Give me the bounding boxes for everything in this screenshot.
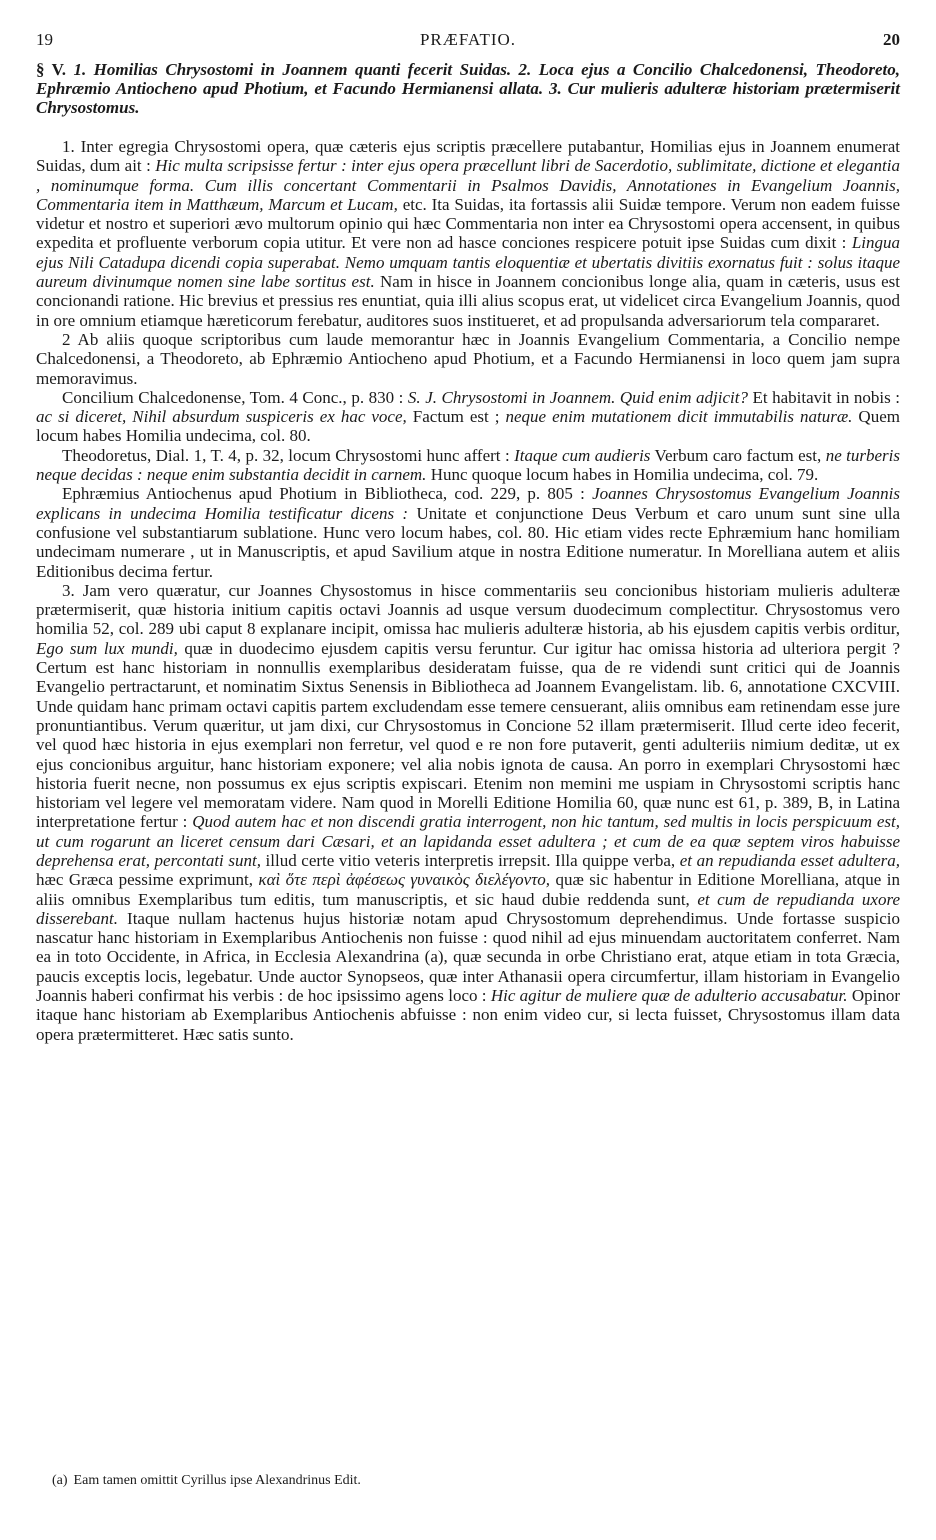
text-run: Ephræmius Antiochenus apud Photium in Bibliotheca, cod. 229, p. 805 : bbox=[62, 484, 593, 504]
footnote-text: Eam tamen omittit Cyrillus ipse Alexandrinus Edit. bbox=[73, 1473, 361, 1488]
italic-text: Itaque cum audieris bbox=[514, 445, 651, 465]
text-run: 2 Ab aliis quoque scriptoribus cum laude memorantur hæc in Joannis Evangelium Commentaria, a Concilio nempe Chalcedonensi, a Theodoreto, ab Ephræmio Antiocheno apud Photium, et a Facundo Hermianensi in loco quem jam supra memoravimus. bbox=[36, 329, 900, 388]
italic-text: neque enim mutationem dicit immutabilis naturæ. bbox=[505, 407, 853, 427]
paragraph bbox=[36, 137, 900, 330]
italic-text: Hic multa scripsisse fertur : inter ejus opera præcellunt libri de Sacerdotio, sublimitate, dictione et elegantia , nominumque forma. Cum illis concertant Commentarii in Psalmos Davidis, Annotationes in Evangelium Joannis, Commentaria item in Matthæum, Marcum et Lucam, bbox=[36, 156, 900, 214]
text-run: hæc Græca pessime exprimunt, bbox=[36, 870, 259, 890]
italic-text: et an repudianda esset adultera, bbox=[679, 850, 900, 870]
text-run: illud certe vitio veteris interpretis irrepsit. Illa quippe verba, bbox=[260, 850, 680, 870]
italic-text: ne turberis neque decidas : neque enim substantia decidit in carnem. bbox=[36, 445, 900, 485]
text-run: Theodoretus, Dial. 1, T. 4, p. 32, locum Chrysostomi hunc affert : bbox=[62, 445, 515, 465]
text-run: quæ sic habentur in Editione Morelliana, atque in aliis omnibus Exemplaribus tum editis, tum manuscriptis, et sic haud dubie reddenda sunt, bbox=[36, 870, 900, 909]
italic-text: S. J. Chrysostomi in Joannem. Quid enim adjicit? bbox=[407, 387, 748, 407]
text-run: Concilium Chalcedonense, Tom. 4 Conc., p. 830 : bbox=[62, 387, 408, 407]
text-run: Unitate et conjunctione Deus Verbum et caro unum sunt sine ulla confusione vel substantiarum sublatione. Hunc vero locum habes, col. 80. Hic etiam vides recte Ephræmium hanc homiliam undecimam numerare , ut in Manuscriptis, et apud Savilium atque in nostra Editione numeratur. In Morelliana autem et aliis Editionibus decima fertur. bbox=[36, 503, 900, 581]
section-summary bbox=[36, 60, 900, 117]
paragraph bbox=[36, 581, 900, 1044]
page-number-right: 20 bbox=[883, 30, 900, 49]
italic-text: Joannes Chrysostomus Evangelium Joannis explicans in undecima Homilia testificatur dicens : bbox=[36, 484, 901, 523]
text-run: Verbum caro factum est, bbox=[650, 445, 826, 465]
italic-text: Quod autem hac et non discendi gratia interrogent, non hic tantum, sed multis in locis perspicuum est, ut cum rogarunt an liceret censum dari Cæsari, et an lapidanda esset adultera ; et cum de ea quæ septem viros habuisse deprehensa erat, percontati sunt, bbox=[36, 812, 900, 870]
footnote bbox=[52, 1473, 361, 1489]
footnote-mark: (a) bbox=[52, 1473, 68, 1488]
text-run: quæ in duodecimo ejusdem capitis versu feruntur. Cur igitur hac omissa historia ad ulteriora pergit ? Certum est hanc historiam in nonnullis exemplaribus desideratam fuisse, qua de re videndi sunt critici qui de Joannis Evangelio pertractarunt, et nominatim Sixtus Senensis in Bibliotheca ad Joannem Evangelistam. lib. 6, annotatione CXCVIII. Unde quidam hanc primam octavi capitis partem excludendam esse temere censuerant, aliis omnibus eam retinendam esse jure pronuntiantibus. Verum quæritur, ut jam dixi, cur Chrysostomus in Concione 52 illam prætermiserit. Illud certe ideo fecerit, vel quod hæc historia in ejus exemplari non ferretur, vel quod e re non fore putaverit, genti adulteriis nimium deditæ, ut ex ejus concionibus arguitur, hanc historiam exponere; vel alia nobis ignota de causa. An porro in exemplari Chrysostomi hæc historia fuerit necne, non possumus ex ejus scriptis expiscari. Etenim non memini me uspiam in Chrysostomi scriptis hanc historiam vel legere vel memoratam videre. Nam quod in Morelli Editione Homilia 60, quæ nunc est 61, p. 389, B, in Latina interpretatione fertur : bbox=[36, 638, 901, 832]
italic-text: Lingua ejus Nili Catadupa dicendi copia superabat. Nemo umquam tantis eloquentiæ et ubertatis divitiis exornatus fuit : solus itaque aureum divinumque nomen sine labe sortitus est. bbox=[36, 233, 900, 292]
text-run: Factum est ; bbox=[406, 407, 506, 427]
italic-text: et cum de repudianda uxore disserebant. bbox=[36, 889, 900, 928]
section-mark: § V. bbox=[36, 60, 66, 79]
italic-text: Hic agitur de muliere quæ de adulterio accusabatur. bbox=[490, 986, 848, 1006]
text-run: 3. Jam vero quæratur, cur Joannes Chysostomus in hisce commentariis seu concionibus historiam mulieris adulteræ prætermiserit, quæ historia initium capitis octavi Joannis ad usque versum duodecimum complectitur. Chrysostomus vero homilia 52, col. 289 ubi caput 8 explanare incipit, omissa hac mulieris adulteræ historia, ab his ejusdem capitis verbis orditur, bbox=[36, 580, 900, 639]
section-summary-text: 1. Homilias Chrysostomi in Joannem quanti fecerit Suidas. 2. Loca ejus a Concilio Chalcedonensi, Theodoreto, Ephræmio Antiocheno apud Photium, et Facundo Hermianensi allata. 3. Cur mulieris adulteræ historiam prætermiserit Chrysostomus. bbox=[36, 60, 901, 117]
text-run: Hunc quoque locum habes in Homilia undecima, col. 79. bbox=[426, 465, 819, 485]
text-run: Opinor itaque hanc historiam ab Exemplaribus Antiochenis abfuisse : non enim video cur, si lecta fuisset, Chrysostomus illam data opera prætermitteret. Hæc satis sunto. bbox=[36, 986, 900, 1044]
paragraph bbox=[36, 446, 900, 485]
running-header bbox=[36, 22, 900, 58]
paragraph bbox=[36, 330, 900, 388]
page-number-left: 19 bbox=[36, 30, 53, 49]
text-run: Quem locum habes Homilia undecima, col. 80. bbox=[36, 407, 900, 446]
text-run: Itaque nullam hactenus hujus historiæ notam apud Chrysostomum deprehendimus. Unde fortasse suspicio nascatur hanc historiam in Exemplaribus Antiochenis non fuisse : quod nihil ad ejus minuendam auctoritatem conferret. Nam ea in toto Occidente, in Africa, in Ecclesia Alexandrina (a), quæ secunda in orbe Christiano erat, atque etiam in tota Græcia, paucis exceptis locis, legebatur. Unde auctor Synopseos, quæ inter Athanasii opera circumfertur, illam historiam in Evangelio Joannis haberi confirmat his verbis : de hoc ipsissimo agens loco : bbox=[36, 908, 900, 1006]
text-run: Et habitavit in nobis : bbox=[747, 387, 900, 407]
paragraph bbox=[36, 484, 900, 580]
body-text bbox=[36, 137, 900, 1044]
running-title: PRÆFATIO. bbox=[419, 30, 517, 49]
text-run: etc. Ita Suidas, ita fortassis alii Suidæ tempore. Verum non eadem fuisse videtur et nostro et superiori ævo multorum opinio qui hæc Commentaria non inter ea Chrysostomi opera accensent, in quibus expedita et profluente verborum copia utitur. Et vere non ad hasce conciones respicere potuit ipse Suidas cum dixit : bbox=[36, 194, 901, 253]
paragraph bbox=[36, 388, 900, 446]
text-run: 1. Inter egregia Chrysostomi opera, quæ cæteris ejus scriptis præcellere putabantur, Homilias ejus in Joannem enumerat Suidas, dum ait : bbox=[36, 137, 900, 176]
italic-text: Ego sum lux mundi, bbox=[36, 638, 178, 658]
italic-text: καὶ ὅτε περὶ ἀφέσεως γυναικὸς διελέγοντο, bbox=[258, 870, 551, 890]
text-run: Nam in hisce in Joannem concionibus longe alia, quam in cæteris, usus est concionandi ratione. Hic brevius et pressius res enuntiat, quia illi alius scopus erat, ut videlicet circa Evangelium Joannis, quod in ore omnium etiamque hæreticorum ferebatur, auditores suos institueret, et ad propulsanda adversariorum tela compararet. bbox=[36, 272, 900, 330]
italic-text: ac si diceret, Nihil absurdum suspiceris ex hac voce, bbox=[36, 407, 407, 427]
